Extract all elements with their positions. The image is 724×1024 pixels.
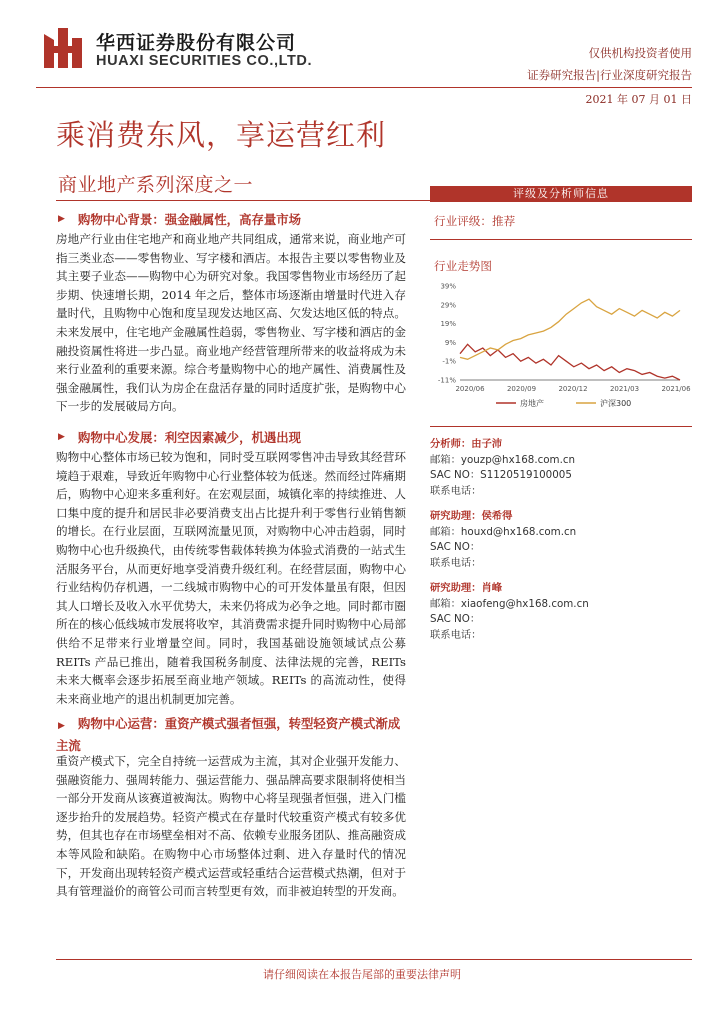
triangle-bullet-icon: ▶ — [58, 432, 65, 442]
x-tick-label: 2020/12 — [558, 385, 588, 393]
subtitle-divider — [56, 200, 430, 201]
x-tick-label: 2020/06 — [455, 385, 485, 393]
analyst-block-2: 研究助理：侯希得 邮箱：houxd@hx168.com.cn SAC NO： 联系电话： — [430, 510, 577, 569]
triangle-bullet-icon: ▶ — [58, 214, 65, 224]
analyst-email[interactable]: youzp@hx168.com.cn — [460, 453, 576, 466]
company-logo-icon — [44, 26, 84, 68]
analyst-block-3: 研究助理：肖峰 邮箱：xiaofeng@hx168.com.cn SAC NO： 联系电话： — [430, 582, 589, 641]
rating-header-bar: 评级及分析师信息 — [430, 186, 692, 202]
trend-chart-label: 行业走势图 — [434, 259, 492, 273]
y-tick-label: 19% — [440, 320, 456, 329]
rating-divider — [430, 239, 692, 240]
company-name-en: HUAXI SECURITIES CO.,LTD. — [96, 53, 313, 69]
analyst-sidebar — [430, 186, 692, 643]
y-tick-label: -1% — [442, 357, 456, 366]
section-body-development: 购物中心整体市场已较为饱和，同时受互联网零售冲击导致其经营环境趋于艰难，导致近年购物中心行业整体较为低迷。然而经过阵痛期后，购物中心迎来多重利好。在宏观层面，城镇化率的持续推进、人口集中度的提升和居民非必要消费支出占比提升利于零售行业销售额的增长。在行业层面，互联网流量见顶，对购物中心冲击趋弱，同时购物中心也升级换代，由传统零售载体转换为体验式消费的一站式生活服务平台，从而更好地享受消费升级红利。在经营层面，购物中心行业结构仍存机遇，一二线城市购物中心的可开发体量虽有限，但因其人口增长及收入水平优势大，未来仍将成为必争之地。同时都市圈所在的核心低线城市发展将收窄，其消费需求提升同时购物中心局部供给不足带来行业增量空间。同时，我国基础设施领域试点公募 REITs 产品已推出，随着我国税务制度、法律法规的完善，REITs 未来大概率会逐步拓展至商业地产领域。REITs 的高流动性，使得未来商业地产的退出机制更加完善。 — [56, 450, 406, 706]
analyst-email[interactable]: xiaofeng@hx168.com.cn — [460, 597, 589, 610]
series-line-csi300 — [460, 299, 680, 359]
triangle-bullet-icon: ▶ — [58, 721, 65, 731]
x-tick-label: 2021/03 — [609, 385, 640, 393]
report-title: 乘消费东风，享运营红利 — [56, 118, 387, 152]
section-heading-operation: ▶ 购物中心运营：重资产模式强者恒强，转型轻资产模式渐成主流 — [56, 716, 401, 753]
audience-notice: 仅供机构投资者使用 — [588, 46, 692, 60]
y-tick-label: 39% — [440, 282, 456, 291]
header-divider — [36, 87, 692, 88]
section-body-background: 房地产行业由住宅地产和商业地产共同组成，通常来说，商业地产可指三类业态——零售物业、写字楼和酒店。本报告主要以零售物业及其主要子业态——购物中心为研究对象。我国零售物业市场经历了起步期、快速增长期，2014 年之后，整体市场逐渐由增量时代进入存量时代，且购物中心饱和度呈现发达地区高、欠发达地区低的特点。未来发展中，住宅地产金融属性趋弱，零售物业、写字楼和酒店的金融投资属性将进一步凸显。商业地产经营管理所带来的收益将成为未来行业盈利的重要来源。综合考量购物中心的地产属性、消费属性及强金融属性，我们认为房企在盘活存量的同时适度扩张，是购物中心下一步的发展破局方向。 — [56, 232, 406, 414]
series-line-real-estate — [460, 344, 680, 380]
y-tick-label: 29% — [440, 301, 456, 310]
rating-value: 推荐 — [491, 214, 516, 228]
report-subtitle: 商业地产系列深度之一 — [58, 174, 254, 196]
company-name-cn: 华西证券股份有限公司 — [96, 32, 297, 54]
footer-divider — [56, 959, 692, 960]
legend-label-csi300: 沪深300 — [600, 399, 632, 408]
chart-divider — [430, 426, 692, 427]
section-heading-development: ▶ 购物中心发展：利空因素减少，机遇出现 — [58, 430, 302, 445]
section-body-operation: 重资产模式下，完全自持统一运营成为主流，其对企业强开发能力、强融资能力、强周转能力、强运营能力、强品牌高要求限制将使相当一部分开发商从该赛道被淘汰。购物中心将呈现强者恒强，进入门槛逐步抬升的发展趋势。轻资产模式在存量时代较重资产模式有较多优势，但其也存在市场壁垒相对不高、依赖专业服务团队、推高融资成本等风险和缺陷。在购物中心市场整体过剩、进入存量时代的情况下，开发商出现转轻资产模式运营或轻重结合运营模式热潮，但对于具有管理溢价的商管公司而言转型更有效，而非被迫转型的开发商。 — [56, 754, 406, 899]
x-tick-label: 2020/09 — [506, 385, 537, 393]
y-tick-label: -11% — [437, 376, 456, 385]
summary-column — [56, 210, 406, 901]
industry-rating: 行业评级：推荐 — [434, 214, 516, 228]
analyst-email[interactable]: houxd@hx168.com.cn — [460, 525, 577, 538]
report-date: 2021 年 07 月 01 日 — [585, 93, 692, 106]
legal-notice: 请仔细阅读在本报告尾部的重要法律声明 — [263, 968, 461, 981]
legend-label-real-estate: 房地产 — [520, 399, 544, 408]
analyst-block-1: 分析师：由子沛 邮箱：youzp@hx168.com.cn SAC NO：S1120519100005 联系电话： — [430, 438, 576, 497]
industry-trend-chart — [430, 280, 692, 416]
report-type: 证券研究报告|行业深度研究报告 — [527, 68, 692, 82]
y-tick-label: 9% — [444, 338, 456, 347]
section-heading-background: ▶ 购物中心背景：强金融属性，高存量市场 — [58, 212, 302, 227]
x-tick-label: 2021/06 — [661, 385, 691, 393]
